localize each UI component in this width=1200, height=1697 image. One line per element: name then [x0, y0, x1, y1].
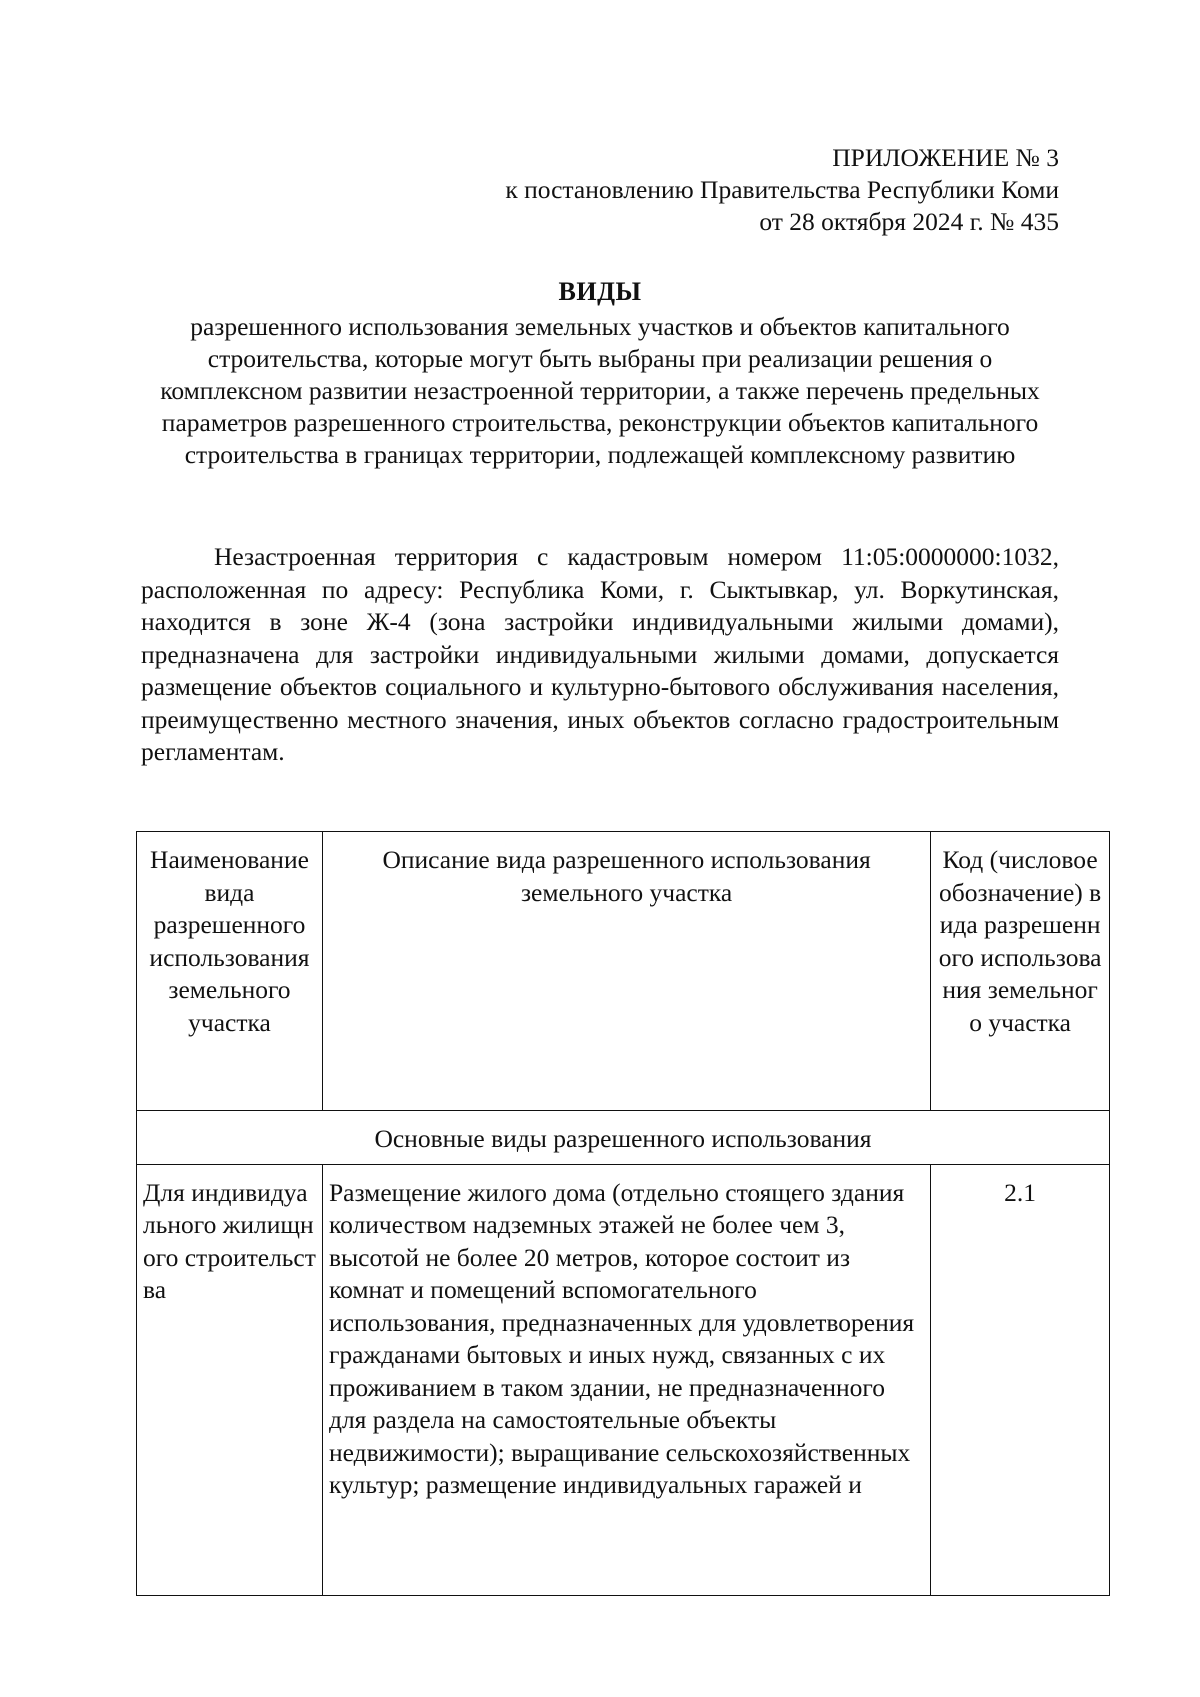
- appendix-resolution: к постановлению Правительства Республики Коми: [505, 175, 1059, 204]
- title-subtitle: разрешенного использования земельных участков и объектов капитального строительства, которые могут быть выбраны при реализации решения о комплексном развитии незастроенной территории, а также перечень предельных параметров разрешенного строительства, реконструкции объектов капитального строительства в границах территории, подлежащей комплексному развитию: [160, 312, 1040, 469]
- appendix-block: [505, 142, 1059, 238]
- intro-paragraph: Незастроенная территория с кадастровым номером 11:05:0000000:1032, расположенная по адресу: Республика Коми, г. Сыктывкар, ул. Воркутинская, находится в зоне Ж-4 (зона застройки индивидуальными жилыми домами), предназначена для застройки индивидуальными жилыми домами, допускается размещение объектов социального и культурно-бытового обслуживания населения, преимущественно местного значения, иных объектов согласно градостроительным регламентам.: [141, 542, 1059, 766]
- title-heading: ВИДЫ: [558, 277, 642, 306]
- row-code: 2.1: [931, 1164, 1110, 1595]
- header-description: Описание вида разрешенного использования земельного участка: [322, 832, 930, 1111]
- document-title: [140, 276, 1060, 471]
- land-use-table: [136, 831, 1110, 1596]
- section-title: Основные виды разрешенного использования: [137, 1111, 1110, 1165]
- header-name: Наименование вида разрешенного использования земельного участка: [137, 832, 323, 1111]
- row-description: Размещение жилого дома (отдельно стоящего здания количеством надземных этажей не более чем 3, высотой не более 20 метров, которое состоит из комнат и помещений вспомогательного использования, предназначенных для удовлетворения гражданами бытовых и иных нужд, связанных с их проживанием в таком здании, не предназначенного для раздела на самостоятельные объекты недвижимости); выращивание сельскохозяйственных культур; размещение индивидуальных гаражей и: [322, 1164, 930, 1595]
- appendix-number: ПРИЛОЖЕНИЕ № 3: [832, 143, 1059, 172]
- section-row: [137, 1111, 1110, 1165]
- header-code: Код (числовое обозначение) вида разрешенного использования земельного участка: [931, 832, 1110, 1111]
- table-row: [137, 1164, 1110, 1595]
- row-name: Для индивидуального жилищного строительства: [137, 1164, 323, 1595]
- appendix-date: от 28 октября 2024 г. № 435: [759, 207, 1059, 236]
- table-header-row: [137, 832, 1110, 1111]
